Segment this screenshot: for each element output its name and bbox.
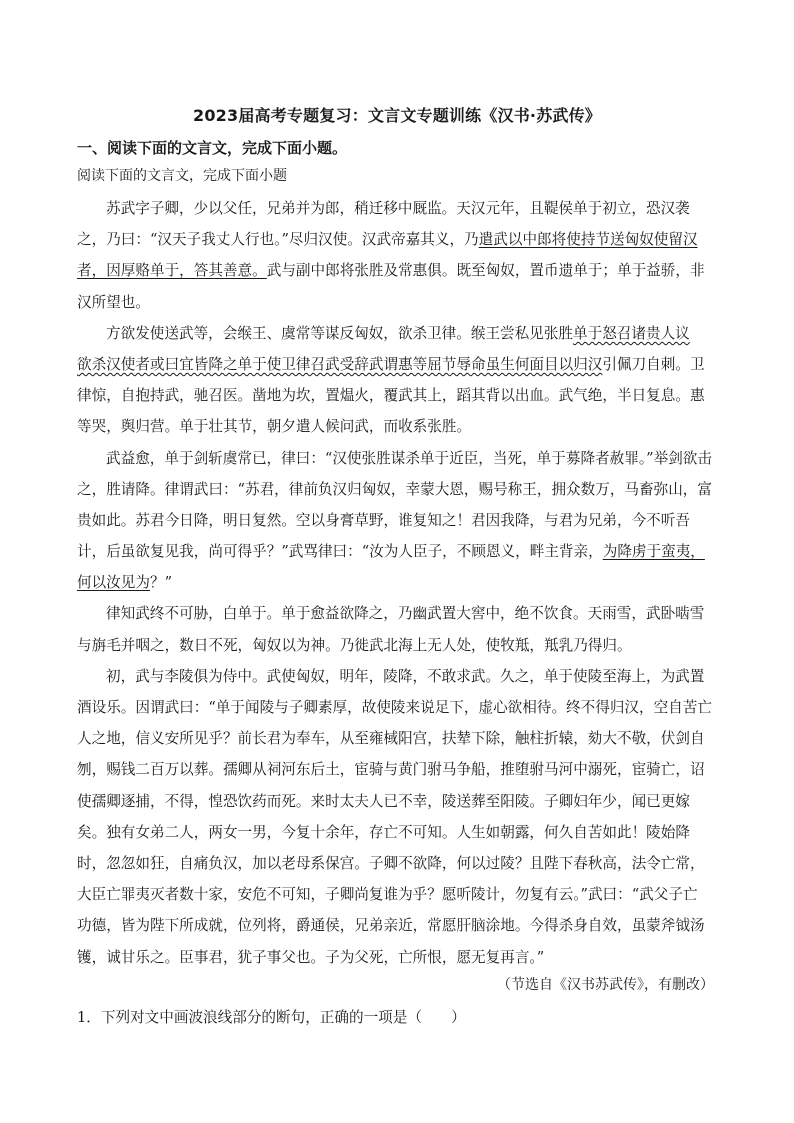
passage-line: 何以汝见为？”: [77, 574, 173, 592]
underlined-phrase: 何以汝见为: [77, 574, 150, 592]
passage-line: 功德，皆为陛下所成就，位列将，爵通侯，兄弟亲近，常愿肝脑涂地。今得杀身自效，虽蒙斧钺汤: [77, 917, 705, 935]
passage-line: 时，忽忽如狂，自痛负汉，加以老母系保宫。子卿不欲降，何以过陵？且陛下春秋高，法令亡常，: [77, 854, 705, 872]
underlined-phrase: 遣武以中郎将使持节送匈奴使留汉: [478, 231, 698, 249]
passage-line: 镬，诚甘乐之。臣事君，犹子事父也。子为父死，亡所恨，愿无复再言。”: [77, 948, 545, 966]
passage-line: 苏武字子卿，少以父任，兄弟并为郎，稍迁移中厩监。天汉元年，且鞮侯单于初立，恐汉袭: [106, 200, 690, 217]
wavy-underlined-phrase: 单于怒召诸贵人议: [573, 324, 690, 342]
passage-line: 汉所望也。: [77, 293, 150, 311]
passage-line: 等哭，舆归营。单于壮其节，朝夕遣人候问武，而收系张胜。: [77, 418, 472, 436]
instruction-text: 阅读下面的文言文，完成下面小题: [77, 168, 287, 184]
passage-line: 使孺卿逐捕，不得，惶恐饮药而死。来时太夫人已不幸，陵送葬至阳陵。子卿妇年少，闻已更嫁: [77, 792, 690, 810]
question-1: 1．下列对文中画波浪线部分的断句，正确的一项是（ ）: [77, 1009, 466, 1026]
wavy-underlined-phrase: 欲杀汉使者或曰宜皆降之单于使卫律召武受辞武谓惠等屈节辱命虽生何面目以归汉: [77, 355, 603, 373]
passage-line: 贵如此。苏君今日降，明日复然。空以身膏草野，谁复知之！君因我降，与君为兄弟，今不听吾: [77, 511, 690, 529]
passage-line: 刎，赐钱二百万以葬。孺卿从祠河东后土，宦骑与黄门驸马争船，推堕驸马河中溺死，宦骑亡，诏: [77, 761, 705, 779]
passage-line: 酒设乐。因谓武曰：“单于闻陵与子卿素厚，故使陵来说足下，虚心欲相待。终不得归汉，空自苦亡: [77, 699, 712, 716]
document-title: 2023届高考专题复习：文言文专题训练《汉书·苏武传》: [192, 106, 601, 125]
passage-line: 初，武与李陵俱为侍中。武使匈奴，明年，陵降，不敢求武。久之，单于使陵至海上，为武置: [106, 667, 705, 685]
underlined-phrase: 为降虏于蛮夷，: [602, 543, 705, 561]
passage-line: 人之地，信义安所见乎？前长君为奉车，从至雍棫阳宫，扶辇下除，触柱折辕，劾大不敬，伏剑自: [77, 730, 705, 748]
passage: [77, 193, 719, 973]
passage-line: 矣。独有女弟二人，两女一男，今复十余年，存亡不可知。人生如朝露，何久自苦如此！陵始降: [77, 823, 690, 841]
underlined-phrase: 者，因厚赂单于，答其善意。: [77, 262, 267, 280]
passage-line: 之，乃曰：“汉天子我丈人行也。”尽归汉使。汉武帝嘉其义，乃遣武以中郎将使持节送匈奴使留汉: [77, 231, 698, 249]
passage-line: 者，因厚赂单于，答其善意。武与副中郎将张胜及常惠俱。既至匈奴，置币遗单于；单于益骄，非: [77, 262, 705, 280]
passage-line: 欲杀汉使者或曰宜皆降之单于使卫律召武受辞武谓惠等屈节辱命虽生何面目以归汉引佩刀自刺。卫: [77, 355, 705, 373]
passage-line: 律知武终不可胁，白单于。单于愈益欲降之，乃幽武置大窖中，绝不饮食。天雨雪，武卧啮雪: [106, 605, 705, 623]
passage-line: 武益愈，单于剑斩虞常已，律曰：“汉使张胜谋杀单于近臣，当死，单于募降者赦罪。”举剑欲击: [106, 449, 712, 467]
passage-line: 与旃毛并咽之，数日不死，匈奴以为神。乃徙武北海上无人处，使牧羝，羝乳乃得归。: [77, 636, 632, 654]
passage-line: 计，后虽欲复见我，尚可得乎？”武骂律曰：“汝为人臣子，不顾恩义，畔主背亲，为降虏于蛮夷，: [77, 543, 705, 561]
source-citation: （节选自《汉书苏武传》，有删改）: [497, 977, 714, 993]
passage-line: 方欲发使送武等，会缑王、虞常等谋反匈奴，欲杀卫律。缑王尝私见张胜单于怒召诸贵人议: [106, 324, 690, 342]
passage-line: 律惊，自抱持武，驰召医。凿地为坎，置煴火，覆武其上，蹈其背以出血。武气绝，半日复息。惠: [77, 387, 705, 405]
section-heading: 一、阅读下面的文言文，完成下面小题。: [77, 139, 348, 157]
passage-line: 之，胜请降。律谓武曰：“苏君，律前负汉归匈奴，幸蒙大恩，赐号称王，拥众数万，马畜弥山，富: [77, 480, 712, 498]
passage-line: 大臣亡罪夷灭者数十家，安危不可知，子卿尚复谁为乎？愿听陵计，勿复有云。”武曰：“武父子亡: [77, 886, 698, 904]
